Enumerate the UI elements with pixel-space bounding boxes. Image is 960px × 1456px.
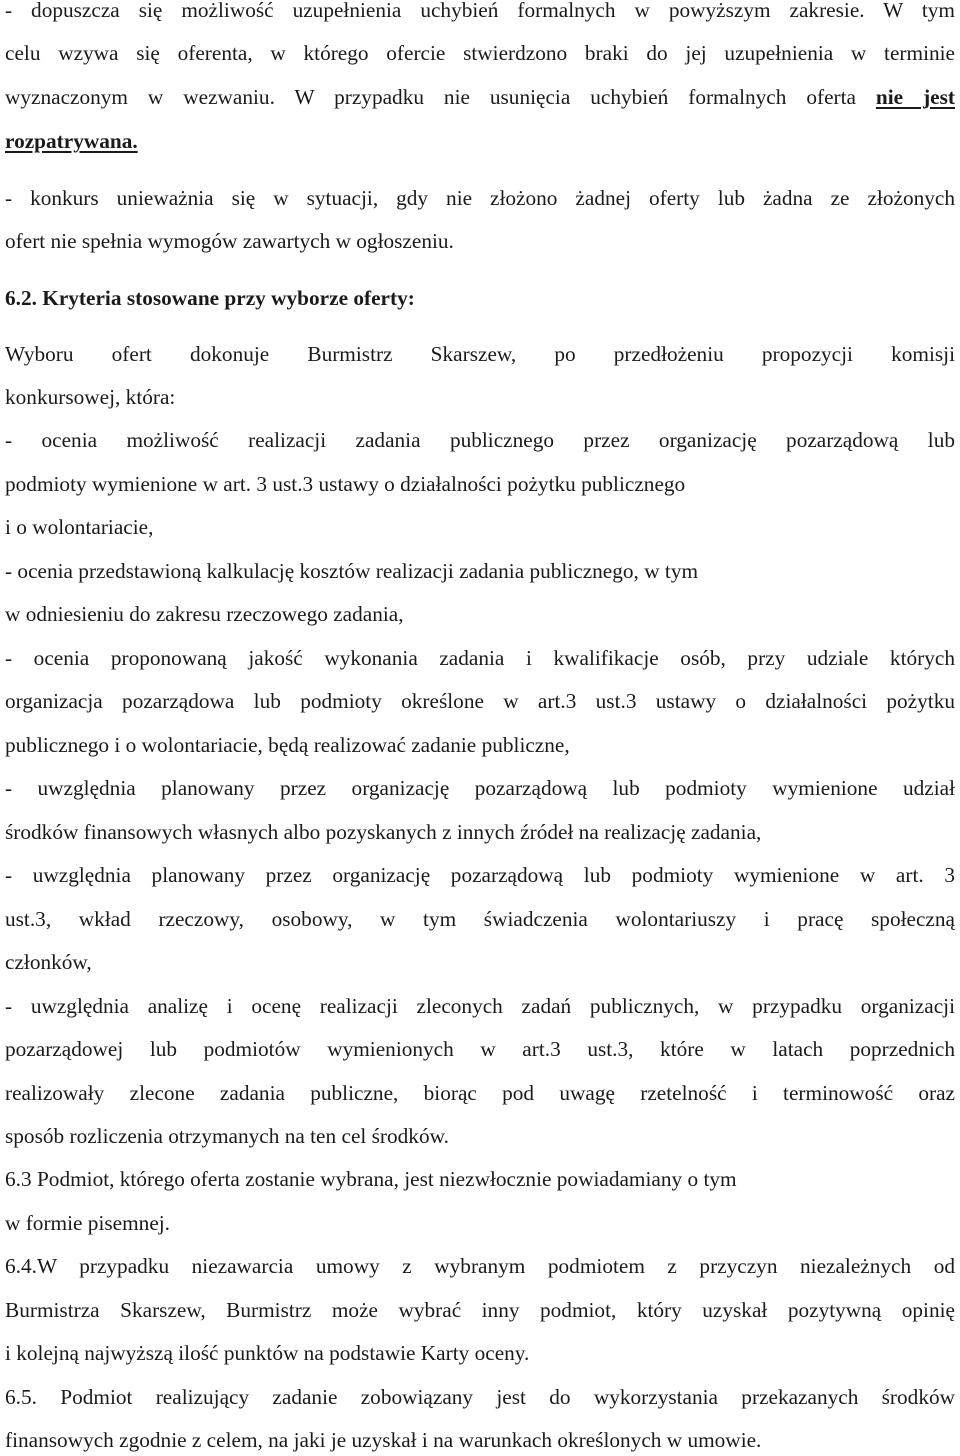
paragraph-line: - ocenia możliwość realizacji zadania publicznego przez organizację pozarządową lub — [5, 428, 955, 452]
emphasis-not-considered: nie jest — [875, 85, 955, 109]
paragraph-line: 6.3 Podmiot, którego oferta zostanie wybrana, jest niezwłocznie powiadamiany o tym — [5, 1167, 737, 1191]
section-heading: 6.2. Kryteria stosowane przy wyborze oferty: — [5, 286, 415, 310]
paragraph-line: podmioty wymienione w art. 3 ust.3 ustawy o działalności pożytku publicznego — [5, 472, 686, 496]
paragraph-line: środków finansowych własnych albo pozyskanych z innych źródeł na realizację zadania, — [5, 820, 762, 844]
paragraph-line: członków, — [5, 950, 92, 974]
paragraph-line: - uwzględnia planowany przez organizację pozarządową lub podmioty wymienione udział — [5, 776, 955, 800]
paragraph-line: realizowały zlecone zadania publiczne, biorąc pod uwagę rzetelność i terminowość oraz — [5, 1081, 955, 1105]
paragraph-line: sposób rozliczenia otrzymanych na ten cel środków. — [5, 1124, 449, 1148]
paragraph-line: i o wolontariacie, — [5, 515, 154, 539]
paragraph-line — [5, 82, 955, 112]
paragraph-line: finansowych zgodnie z celem, na jaki je uzyskał i na warunkach określonych w umowie. — [5, 1428, 762, 1452]
paragraph-line: - uwzględnia analizę i ocenę realizacji zleconych zadań publicznych, w przypadku organizacji — [5, 994, 955, 1018]
paragraph-line: Burmistrza Skarszew, Burmistrz może wybrać inny podmiot, który uzyskał pozytywną opinię — [5, 1298, 955, 1322]
paragraph-line: - uwzględnia planowany przez organizację pozarządową lub podmioty wymienione w art. 3 — [5, 863, 955, 887]
paragraph-line: ust.3, wkład rzeczowy, osobowy, w tym świadczenia wolontariuszy i pracę społeczną — [5, 907, 955, 931]
paragraph-line: - konkurs unieważnia się w sytuacji, gdy nie złożono żadnej oferty lub żadna ze złożonych — [5, 186, 955, 210]
paragraph-line: pozarządowej lub podmiotów wymienionych w art.3 ust.3, które w latach poprzednich — [5, 1037, 955, 1061]
paragraph-line: konkursowej, która: — [5, 385, 176, 409]
paragraph-line: w odniesieniu do zakresu rzeczowego zadania, — [5, 602, 404, 626]
paragraph-line: i kolejną najwyższą ilość punktów na podstawie Karty oceny. — [5, 1341, 530, 1365]
paragraph-line: organizacja pozarządowa lub podmioty określone w art.3 ust.3 ustawy o działalności pożytku — [5, 689, 955, 713]
paragraph-line: 6.4.W przypadku niezawarcia umowy z wybranym podmiotem z przyczyn niezależnych od — [5, 1254, 955, 1278]
paragraph-line: celu wzywa się oferenta, w którego ofercie stwierdzono braki do jej uzupełnienia w terminie — [5, 41, 955, 65]
paragraph-line: - ocenia przedstawioną kalkulację kosztów realizacji zadania publicznego, w tym — [5, 559, 699, 583]
emphasis-considered: rozpatrywana. — [5, 129, 138, 153]
paragraph-text: wyznaczonym w wezwaniu. W przypadku nie usunięcia uchybień formalnych oferta — [5, 85, 876, 109]
paragraph-line: Wyboru ofert dokonuje Burmistrz Skarszew, po przedłożeniu propozycji komisji — [5, 342, 955, 366]
paragraph-line: 6.5. Podmiot realizujący zadanie zobowiązany jest do wykorzystania przekazanych środków — [5, 1385, 955, 1409]
paragraph-line: - dopuszcza się możliwość uzupełnienia uchybień formalnych w powyższym zakresie. W tym — [5, 0, 955, 22]
paragraph-line: publicznego i o wolontariacie, będą realizować zadanie publiczne, — [5, 733, 570, 757]
paragraph-line: - ocenia proponowaną jakość wykonania zadania i kwalifikacje osób, przy udziale których — [5, 646, 955, 670]
paragraph-line: ofert nie spełnia wymogów zawartych w ogłoszeniu. — [5, 229, 454, 253]
paragraph-line: w formie pisemnej. — [5, 1211, 171, 1235]
